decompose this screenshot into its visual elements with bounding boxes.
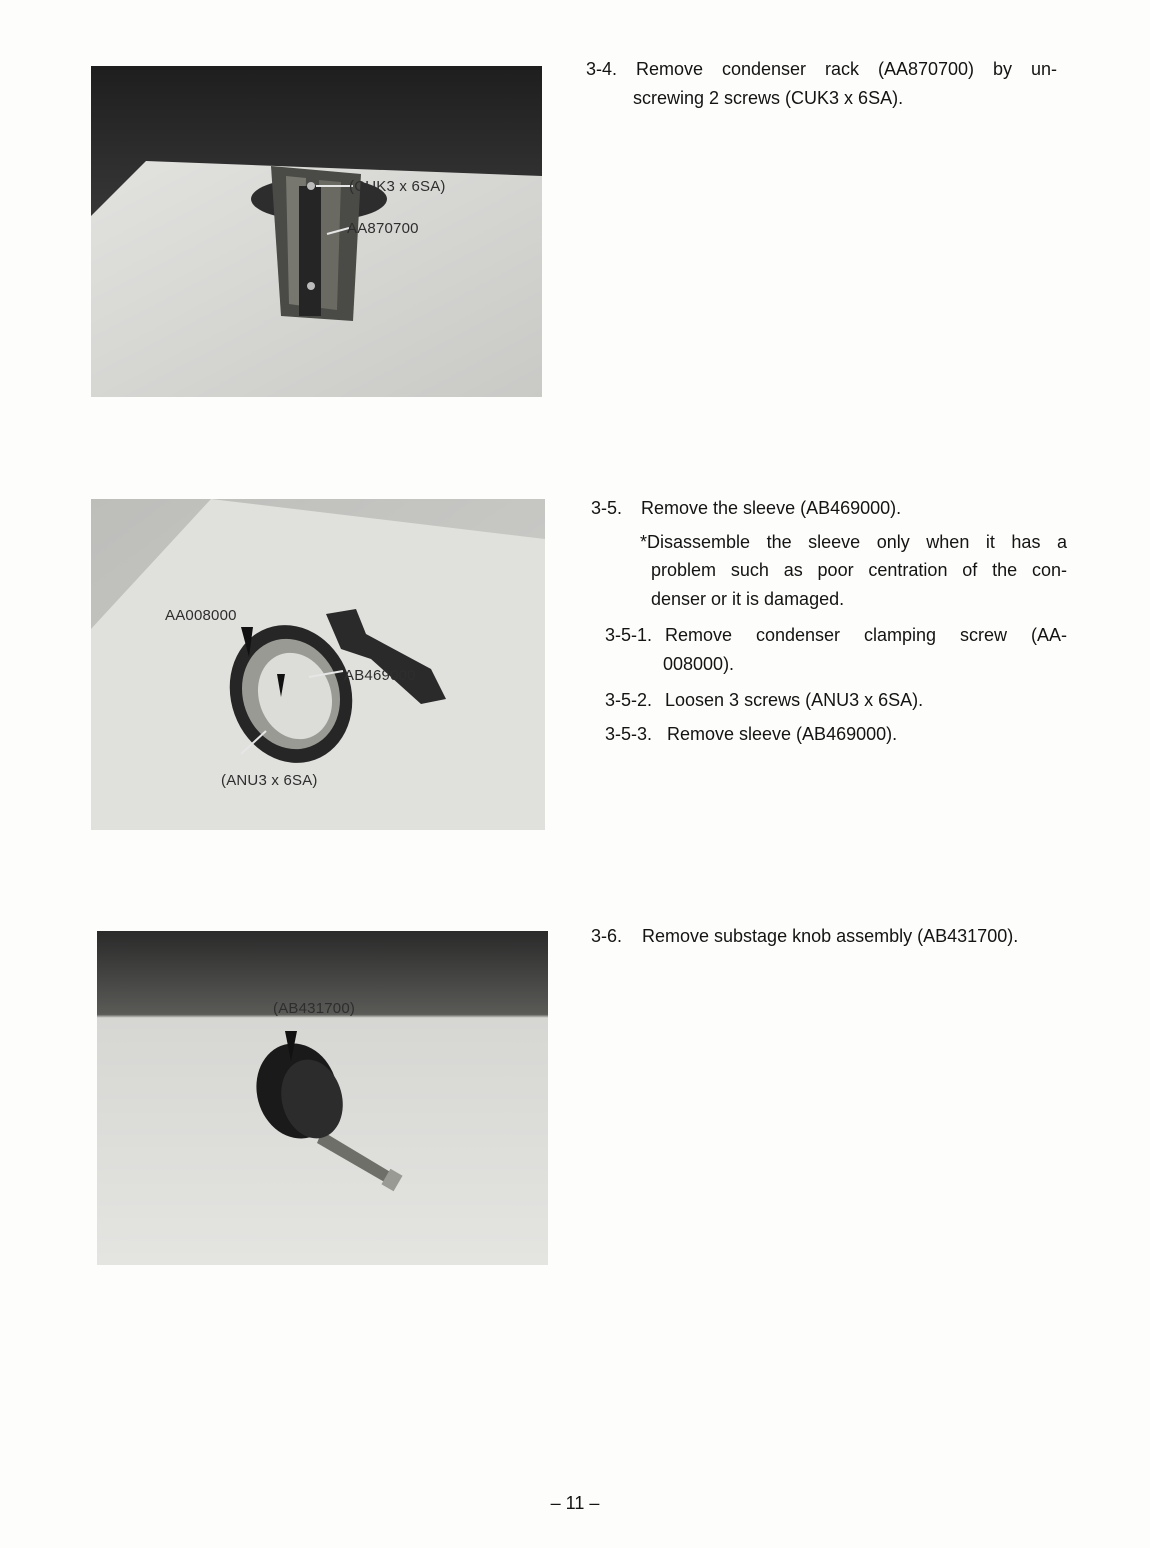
step-text-line: Remove substage knob assembly (AB431700). (642, 926, 1019, 946)
callout-aa008000: AA008000 (165, 607, 237, 624)
substep-number: 3-5-1. (605, 625, 653, 645)
callout-anu3-screw: (ANU3 x 6SA) (221, 772, 318, 789)
substep-number: 3-5-3. (605, 724, 653, 744)
note-line: *Disassemble the sleeve only when it has a (640, 532, 1067, 552)
photo-substage-knob (97, 931, 548, 1265)
substep-text-line: Remove condenser clamping screw (AA- (665, 625, 1067, 645)
step-number: 3-6. (591, 926, 623, 946)
step-text-line: Remove condenser rack (AA870700) by un- (636, 59, 1057, 79)
callout-ab431700: (AB431700) (273, 1000, 356, 1017)
substep-text-line: Loosen 3 screws (ANU3 x 6SA). (665, 690, 924, 710)
photo-sleeve (91, 499, 545, 830)
callout-cuk3-screw: (CUK3 x 6SA) (349, 178, 446, 195)
substage-knob-image (97, 931, 548, 1265)
step-text-line: screwing 2 screws (CUK3 x 6SA). (633, 88, 904, 108)
condenser-rack-image (91, 66, 542, 397)
step-text-line: Remove the sleeve (AB469000). (641, 498, 902, 518)
substep-text-line: Remove sleeve (AB469000). (667, 724, 898, 744)
callout-ab469000: AB469000 (344, 667, 416, 684)
page-number: – 11 – (550, 1493, 600, 1513)
substep-text-line: 008000). (663, 654, 735, 674)
photo-condenser-rack (91, 66, 542, 397)
sleeve-image (91, 499, 545, 830)
callout-aa870700: AA870700 (347, 220, 419, 237)
step-number: 3-4. (586, 59, 618, 79)
step-number: 3-5. (591, 498, 623, 518)
note-line: problem such as poor centration of the con- (651, 560, 1067, 580)
note-line: denser or it is damaged. (651, 589, 845, 609)
substep-number: 3-5-2. (605, 690, 653, 710)
